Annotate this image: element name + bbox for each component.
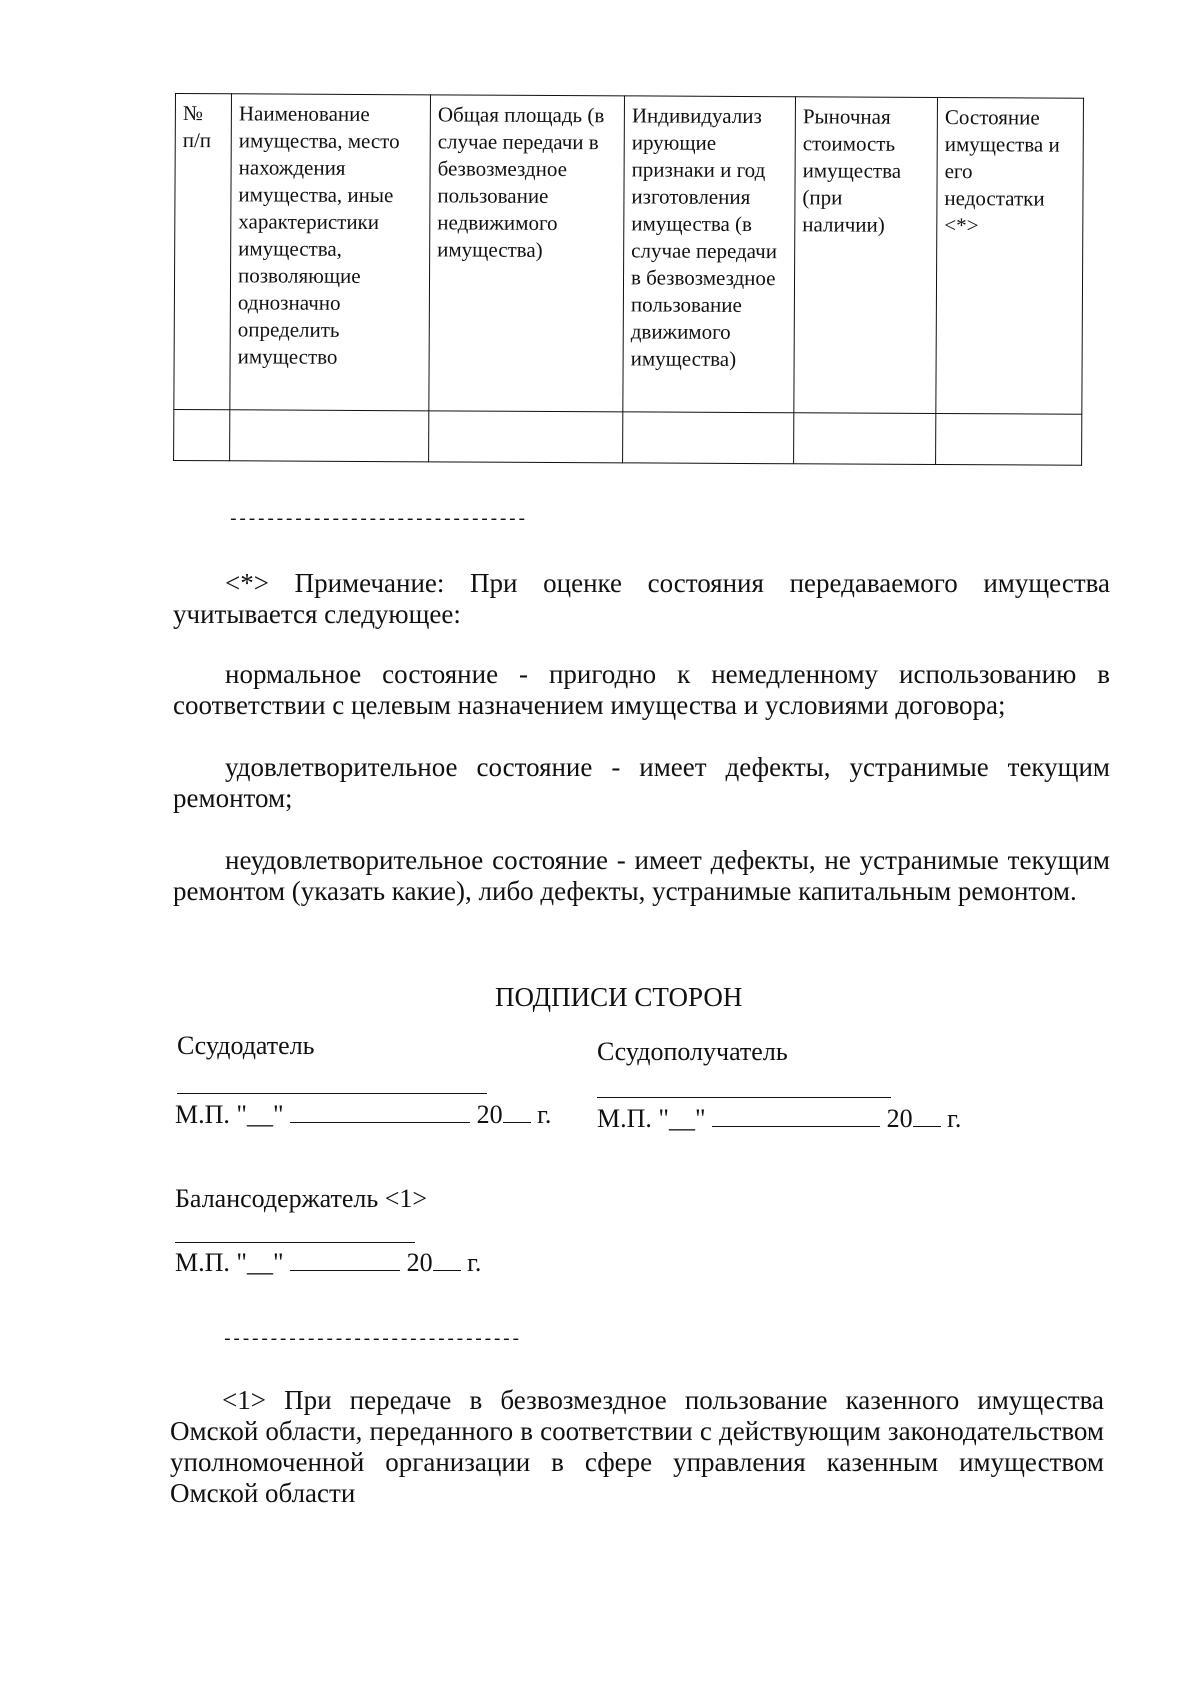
table-header-row xyxy=(174,94,1084,415)
year-blank xyxy=(913,1104,941,1127)
table-cell xyxy=(623,412,794,464)
lender-label: Ссудодатель xyxy=(177,1031,315,1060)
table-row xyxy=(174,409,1082,465)
table-header-cell: Общая площадь (в случае передачи в безвозмездное пользование недвижимого имущества) xyxy=(429,95,625,412)
borrower-label: Ссудополучатель xyxy=(597,1037,788,1066)
borrower-signature-line xyxy=(597,1097,891,1098)
note-normal-text: нормальное состояние - пригодно к немедленному использованию в соответствии с целевым назначением имущества и условиями договора; xyxy=(173,659,1110,720)
signatures-heading: ПОДПИСИ СТОРОН xyxy=(495,982,743,1012)
date-blank xyxy=(290,1248,400,1271)
balance-holder-signature-line xyxy=(175,1242,415,1243)
note-intro-text: <*> Примечание: При оценке состояния передаваемого имущества учитывается следующее: xyxy=(173,568,1110,629)
balance-holder-label: Балансодержатель <1> xyxy=(175,1184,428,1213)
year-suffix: г. xyxy=(537,1100,552,1129)
table-header-cell: Индивидуализ ирующие признаки и год изготовления имущества (в случае передачи в безвозмездное пользование движимого имущества) xyxy=(623,96,796,413)
balance-holder-mp-date xyxy=(175,1248,481,1278)
year-blank xyxy=(503,1100,531,1123)
lender-mp-date xyxy=(175,1100,551,1130)
table-cell xyxy=(936,413,1082,465)
year-suffix: г. xyxy=(467,1248,482,1277)
note-satisfactory-text: удовлетворительное состояние - имеет дефекты, устранимые текущим ремонтом; xyxy=(173,752,1110,813)
date-blank xyxy=(712,1104,880,1127)
table-cell xyxy=(174,409,230,460)
separator-line: -------------------------------- xyxy=(228,510,526,530)
note-satisfactory xyxy=(173,752,1110,814)
note-unsatisfactory xyxy=(173,845,1110,907)
property-table xyxy=(173,93,1084,466)
mp-label: М.П. "__" xyxy=(597,1104,706,1133)
year-label: 20 xyxy=(406,1248,433,1277)
lender-signature-line xyxy=(177,1093,487,1094)
separator-line: -------------------------------- xyxy=(222,1330,520,1350)
table-header-cell: Состояние имущества и его недостатки <*> xyxy=(936,97,1084,414)
footnote-1-text: <1> При передаче в безвозмездное пользование казенного имущества Омской области, переданного в соответствии с действующим законодательством уполномоченной организации в сфере управления казенным имуществом Омской области xyxy=(170,1385,1104,1508)
table-cell xyxy=(230,410,429,462)
year-blank xyxy=(433,1248,461,1271)
mp-label: М.П. "__" xyxy=(175,1248,284,1277)
table-cell xyxy=(794,413,936,465)
table-header-cell: Наименование имущества, место нахождения имущества, иные характеристики имущества, позволяющие однозначно определить имущество xyxy=(230,94,431,411)
borrower-mp-date xyxy=(597,1104,961,1134)
table-header-cell: Рыночная стоимость имущества (при наличии) xyxy=(794,97,938,414)
year-label: 20 xyxy=(476,1100,503,1129)
note-intro xyxy=(173,568,1110,630)
date-blank xyxy=(290,1100,470,1123)
table-cell xyxy=(429,411,623,463)
note-unsatisfactory-text: неудовлетворительное состояние - имеет дефекты, не устранимые текущим ремонтом (указать какие), либо дефекты, устранимые капитальным ремонтом. xyxy=(173,845,1110,906)
footnote-1 xyxy=(170,1385,1104,1509)
mp-label: М.П. "__" xyxy=(175,1100,284,1129)
year-label: 20 xyxy=(886,1104,913,1133)
table-header-cell: № п/п xyxy=(174,94,232,410)
year-suffix: г. xyxy=(947,1104,962,1133)
note-normal xyxy=(173,659,1110,721)
